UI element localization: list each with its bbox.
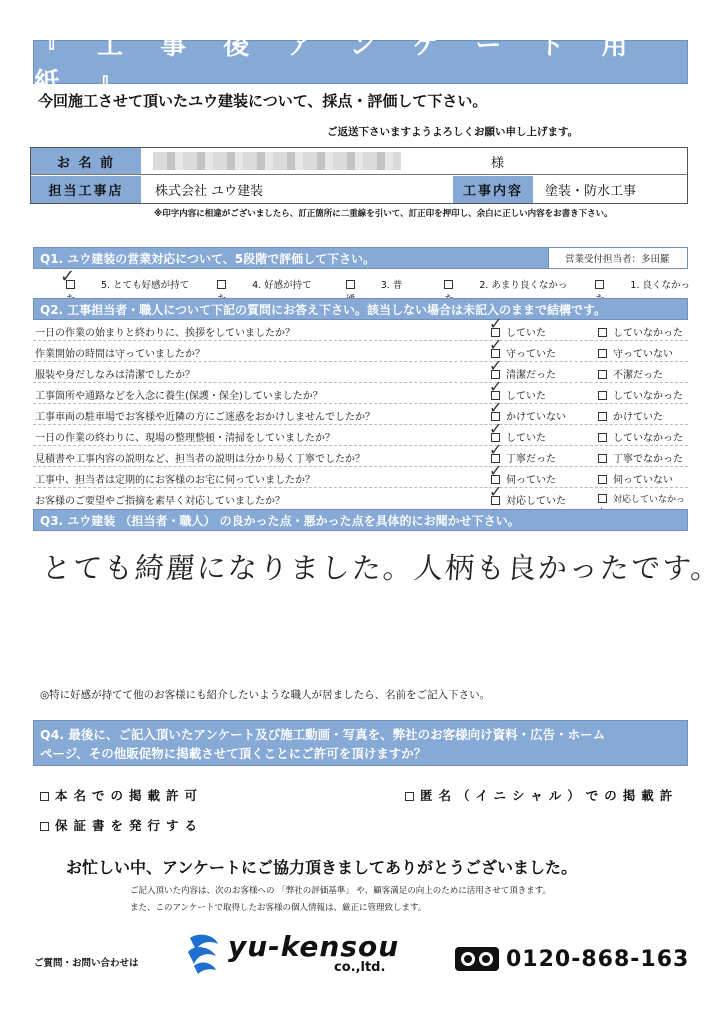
q3-title: Q3. ユウ建装 （担当者・職人） の良かった点・悪かった点を具体的にお聞かせ下さい。	[33, 509, 688, 531]
q2-answer-yes[interactable]: していた	[491, 324, 546, 339]
q2-answer-yes[interactable]: かけていない	[491, 408, 566, 423]
q2-row	[33, 398, 688, 425]
staff-label: 営業受付担当者：多田羅	[548, 247, 688, 269]
check-mark-icon: ✓	[489, 335, 503, 354]
page-title: 『 工 事 後 ア ン ケ ー ト 用 紙 』	[33, 40, 688, 84]
q2-question: お客様のご要望やご指摘を素早く対応していましたか？	[35, 496, 285, 507]
q1-option-3[interactable]: 3. 普	[346, 277, 419, 305]
name-suffix: 様	[491, 155, 505, 171]
q2-answer-no[interactable]: していなかった	[598, 429, 683, 444]
check-mark-icon: ✓	[489, 314, 503, 333]
request-text: ご返送下さいますようよろしくお願い申し上げます。	[327, 126, 579, 138]
q2-answer-no[interactable]: 伺っていない	[598, 471, 673, 486]
name-label: お 名 前	[31, 148, 141, 174]
q1-check-mark: ✓	[60, 266, 76, 287]
q4-title: Q4. 最後に、ご記入頂いたアンケート及び施工動画・写真を、弊社のお客様向け資料・広告・ホーム ページ、その他販促物に掲載させて頂くことにご許可を頂けますか？	[33, 720, 688, 766]
store-label: 担当工事店	[31, 176, 141, 203]
check-mark-icon: ✓	[489, 461, 503, 480]
craftsman-note: ◎特に好感が持てて他のお客様にも紹介したいような職人が居ましたら、名前をご記入下さい。	[40, 689, 491, 701]
q2-row	[33, 461, 688, 488]
q1-option-2[interactable]: 2. あまり良くなかっ	[444, 277, 569, 305]
q2-question: 工事中、担当者は定期的にお客様のお宅に伺っていましたか？	[35, 475, 315, 486]
q2-row	[33, 335, 688, 362]
q2-question: 見積書や工事内容の説明など、担当者の説明は分かり易く丁寧でしたか？	[35, 454, 365, 465]
q2-question: 工事箇所や通路などを入念に養生(保護・保全)していましたか？	[35, 391, 323, 402]
q2-question: 作業開始の時間は守っていましたか？	[35, 349, 205, 360]
q2-answer-no[interactable]: 守っていない	[598, 345, 673, 360]
q2-answer-no[interactable]: 対応していなかっ	[598, 492, 688, 518]
logo-subtext: co.,ltd.	[334, 960, 386, 975]
q2-answer-no[interactable]: かけていた	[598, 408, 663, 423]
q2-question: 一日の作業の始まりと終わりに、挨拶をしていましたか？	[35, 328, 295, 339]
q1-option-4[interactable]: 4. 好感が持て	[217, 277, 320, 305]
check-mark-icon: ✓	[489, 482, 503, 501]
correction-note: ※印字内容に相違がございましたら、訂正箇所に二重線を引いて、訂正印を押印し、余白に正しい内容をお書き下さい。	[154, 209, 613, 219]
phone-number[interactable]: 0120-868-163	[506, 946, 690, 972]
intro-text: 今回施工させて頂いたユウ建装について、採点・評価して下さい。	[38, 92, 488, 110]
free-dial-icon	[454, 945, 500, 973]
q2-answer-yes[interactable]: 清潔だった	[491, 366, 556, 381]
q2-row	[33, 314, 688, 341]
check-mark-icon: ✓	[489, 398, 503, 417]
q1-option-5[interactable]: 5. とても好感が持て	[66, 277, 191, 305]
q2-answer-yes[interactable]: 守っていた	[491, 345, 556, 360]
name-value	[141, 148, 491, 174]
q2-row	[33, 356, 688, 383]
logo-text: yu-kensou	[228, 930, 400, 963]
contact-label: ご質問・お問い合わせは	[34, 958, 139, 969]
q2-question: 服装や身だしなみは清潔でしたか？	[35, 370, 195, 381]
customer-info-table	[30, 147, 688, 204]
q2-answer-no[interactable]: 不潔だった	[598, 366, 663, 381]
option-real-name[interactable]: 本名での掲載許可	[40, 786, 203, 804]
q1-title: Q1. ユウ建装の営業対応について、5段階で評価して下さい。	[33, 247, 688, 269]
phone-contact	[454, 945, 689, 973]
check-mark-icon: ✓	[489, 377, 503, 396]
q2-row	[33, 419, 688, 446]
q2-row	[33, 377, 688, 404]
check-mark-icon: ✓	[489, 440, 503, 459]
redacted-name	[153, 152, 401, 170]
privacy-note: また、このアンケートで取得したお客様の個人情報は、厳正に管理致します。	[130, 903, 427, 913]
store-value: 株式会社 ユウ建装	[155, 184, 264, 199]
q2-answer-no[interactable]: していなかった	[598, 387, 683, 402]
q2-row	[33, 482, 688, 509]
usage-note: ご記入頂いた内容は、次のお客様への 「弊社の評価基準」 や、顧客満足の向上のために活用させて頂きます。	[130, 886, 552, 896]
logo-mark-icon	[184, 930, 224, 976]
work-value: 塗装・防水工事	[545, 184, 637, 199]
work-label: 工事内容	[453, 176, 533, 203]
q2-answer-yes[interactable]: 丁寧だった	[491, 450, 556, 465]
company-logo	[184, 930, 434, 980]
q2-answer-no[interactable]: 丁寧でなかった	[598, 450, 683, 465]
q2-question: 工事車両の駐車場でお客様や近隣の方にご迷惑をおかけしませんでしたか？	[35, 412, 375, 423]
thanks-message: お忙しい中、アンケートにご協力頂きましてありがとうございました。	[66, 858, 578, 877]
q1-option-1[interactable]: 1. 良くなかっ	[595, 277, 698, 305]
q2-title: Q2. 工事担当者・職人について下記の質問にお答え下さい。該当しない場合は未記入のままで結構です。	[33, 298, 688, 320]
q2-question: 一日の作業の終わりに、現場の整理整頓・清掃をしていましたか？	[35, 433, 335, 444]
q2-answer-yes[interactable]: していた	[491, 429, 546, 444]
q2-answer-yes[interactable]: 対応していた	[491, 492, 566, 507]
q2-answer-no[interactable]: していなかった	[598, 324, 683, 339]
q2-answer-yes[interactable]: していた	[491, 387, 546, 402]
q3-handwritten-answer: とても綺麗になりました。人柄も良かったです。	[40, 551, 723, 585]
check-mark-icon: ✓	[489, 356, 503, 375]
q2-row	[33, 440, 688, 467]
option-warranty[interactable]: 保証書を発行する	[40, 816, 203, 834]
q2-answer-yes[interactable]: 伺っていた	[491, 471, 556, 486]
check-mark-icon: ✓	[489, 419, 503, 438]
option-initial[interactable]: 匿名（イニシャル）での掲載許	[405, 786, 678, 804]
